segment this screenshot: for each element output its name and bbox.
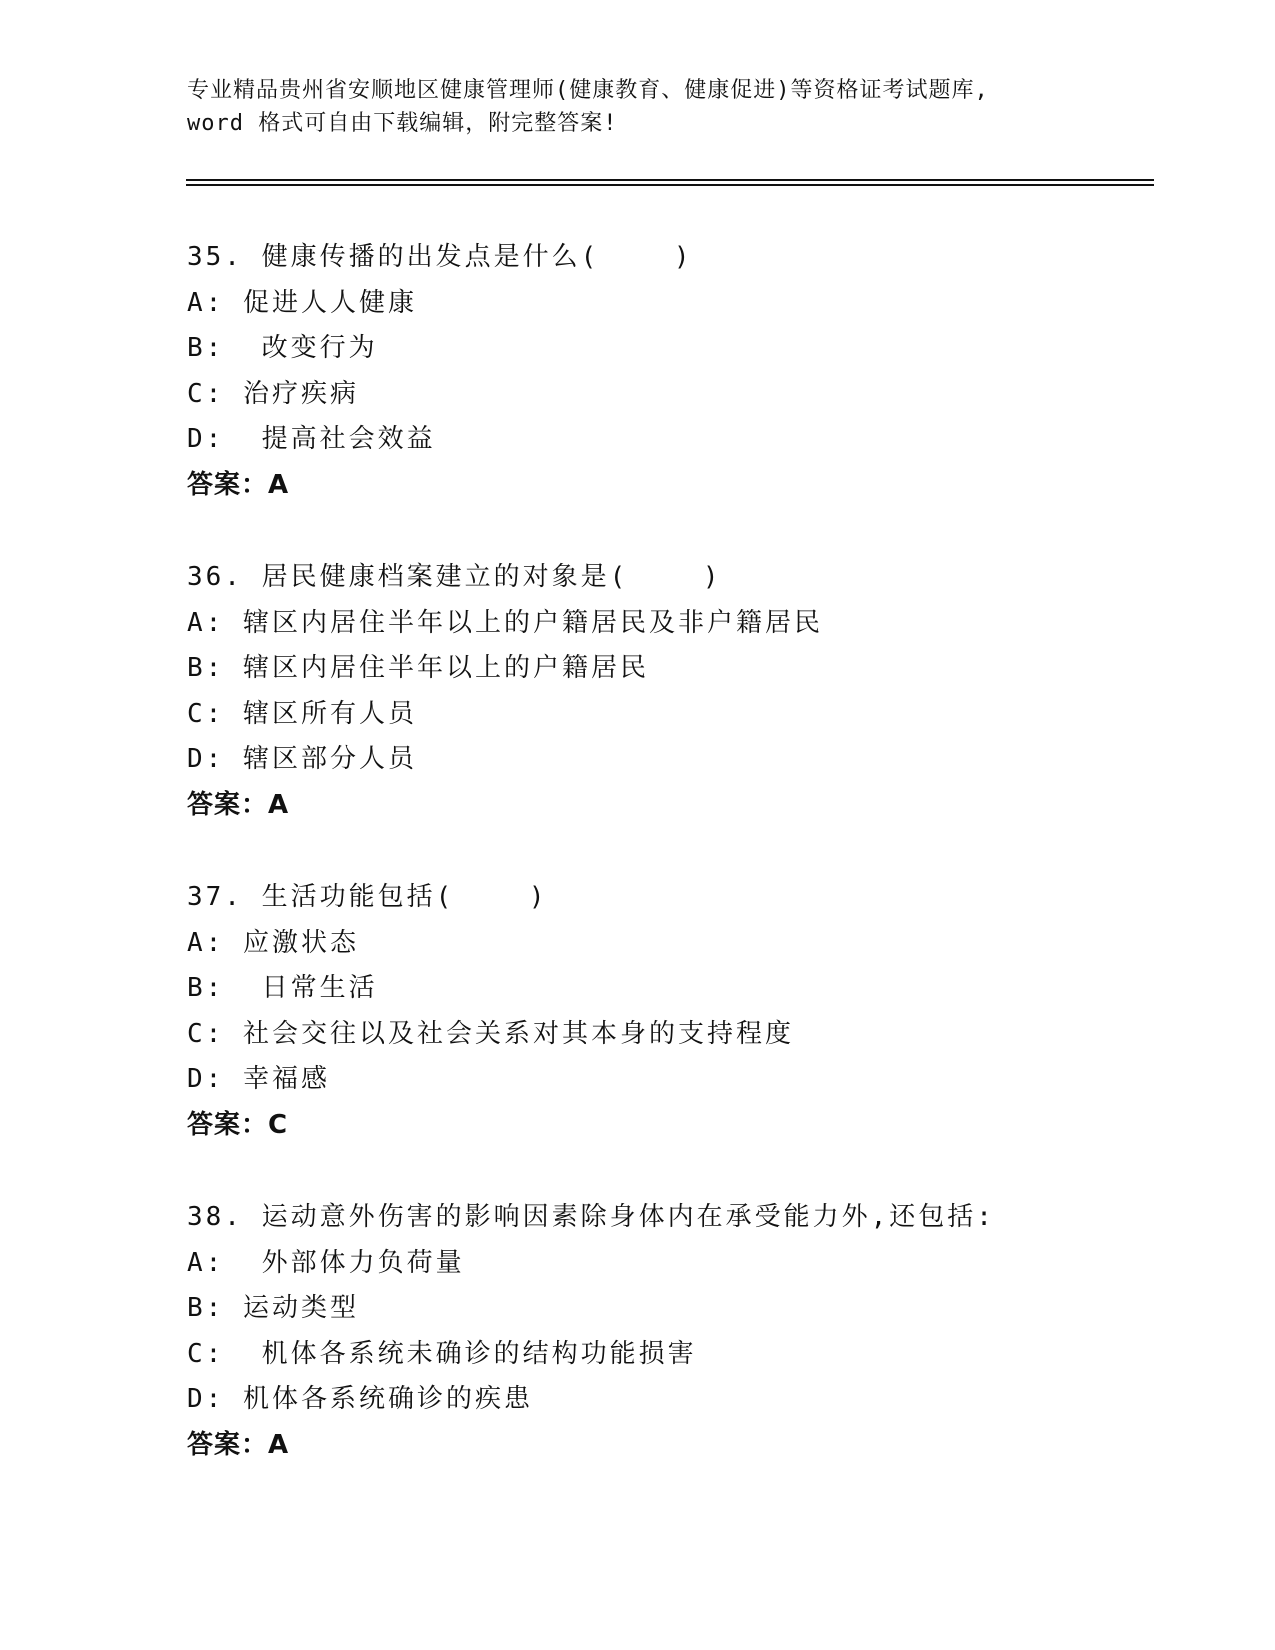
question-35: [187, 235, 1187, 555]
answer-label: 答案：C: [187, 1109, 289, 1140]
option-d: D: 提高社会效益: [187, 424, 436, 454]
option-c: C: 社会交往以及社会关系对其本身的支持程度: [187, 1018, 794, 1049]
answer-label: 答案：A: [187, 469, 290, 500]
question-38: [187, 1195, 1187, 1515]
option-a: A: 辖区内居住半年以上的户籍居民及非户籍居民: [187, 607, 823, 638]
option-a: A: 促进人人健康: [187, 287, 417, 318]
document-header: [187, 74, 1087, 140]
question-list: [187, 235, 1187, 1515]
header-divider-top: [186, 179, 1154, 181]
option-c: C: 辖区所有人员: [187, 698, 417, 729]
question-stem: 37. 生活功能包括( ): [187, 882, 548, 912]
question-36: [187, 555, 1187, 875]
option-a: A: 应激状态: [187, 927, 359, 958]
option-b: B: 运动类型: [187, 1293, 359, 1323]
option-d: D: 辖区部分人员: [187, 744, 417, 774]
option-c: C: 机体各系统未确诊的结构功能损害: [187, 1338, 697, 1369]
option-b: B: 辖区内居住半年以上的户籍居民: [187, 653, 649, 683]
option-c: C: 治疗疾病: [187, 378, 359, 409]
option-d: D: 机体各系统确诊的疾患: [187, 1384, 533, 1414]
option-d: D: 幸福感: [187, 1064, 330, 1094]
header-divider-bottom: [186, 184, 1154, 186]
answer-label: 答案：A: [187, 789, 290, 820]
question-stem: 35. 健康传播的出发点是什么( ): [187, 242, 693, 272]
option-b: B: 日常生活: [187, 973, 378, 1003]
option-a: A: 外部体力负荷量: [187, 1247, 465, 1278]
question-stem: 36. 居民健康档案建立的对象是( ): [187, 562, 722, 592]
header-line-2: word 格式可自由下载编辑，附完整答案!: [187, 111, 618, 136]
question-stem: 38. 运动意外伤害的影响因素除身体内在承受能力外,还包括:: [187, 1202, 995, 1232]
option-b: B: 改变行为: [187, 333, 378, 363]
answer-label: 答案：A: [187, 1429, 290, 1460]
question-37: [187, 875, 1187, 1195]
header-line-1: 专业精品贵州省安顺地区健康管理师(健康教育、健康促进)等资格证考试题库,: [187, 78, 989, 103]
